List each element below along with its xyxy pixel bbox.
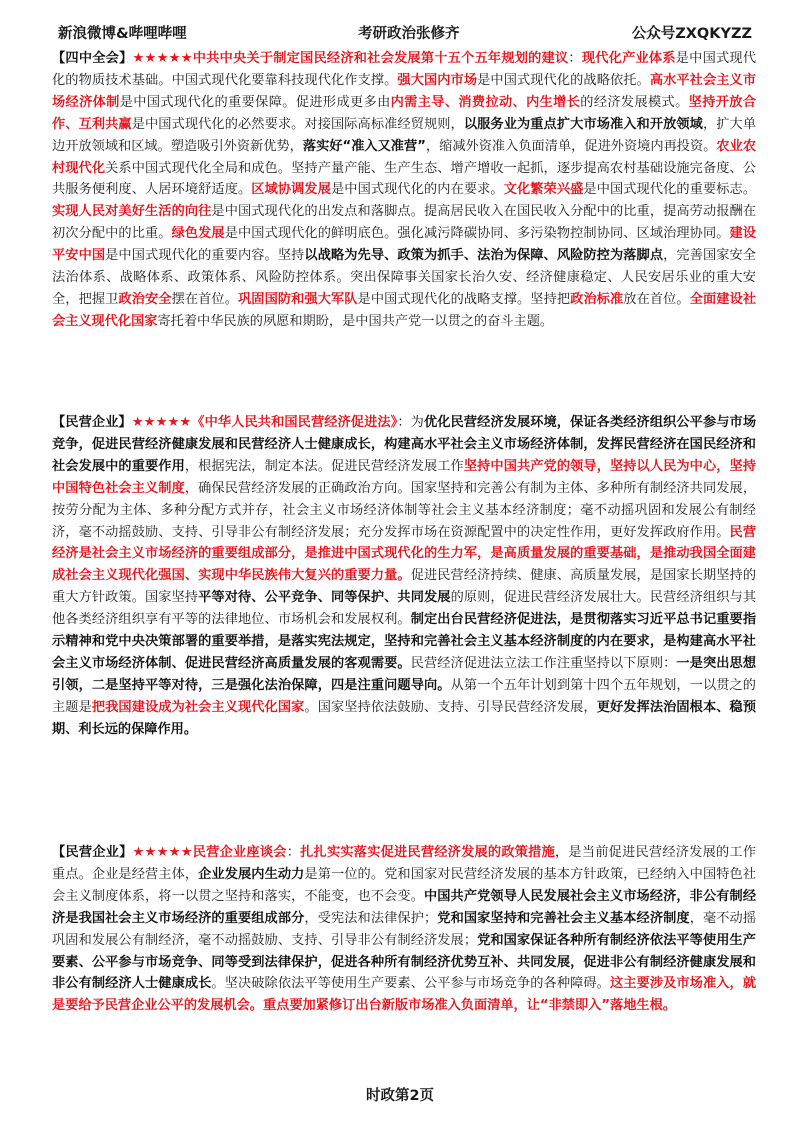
header-weibo-bilibili: 新浪微博&哔哩哔哩 [58, 26, 187, 42]
body-text: ，扩大单边开放领域和区域。塑造吸引外资新优势， [52, 116, 757, 154]
section-tag: 【民营企业】 [52, 415, 132, 430]
page-footer: 时政第2页 [365, 1088, 435, 1104]
section-private-economy-law [52, 412, 756, 741]
body-text: ，受宪法和法律保护； [304, 910, 438, 926]
header-author: 考研政治张修齐 [358, 26, 460, 42]
body-text: 是中国式现代化的必然要求。对接国际高标准经贸规则， [131, 116, 464, 132]
body-text: 民营经济促进法立法工作注重坚持以下原则： [410, 655, 677, 671]
bold-text: 优化民营经济发展环境，保证各类经济组织公平参与市场竞争，促进民营经济健康发展和民营经济人士健康成长，构建高水平社会主义市场经济体制，发挥民营经济在国民经济和社会发展中的重要作用 [52, 415, 757, 474]
highlight-text: 民营经济是社会主义市场经济的重要组成部分，是推进中国式现代化的生力军，是高质量发展的重要基础，是推动我国全面建成社会主义现代化强国、实现中华民族伟大复兴的重要力量。 [52, 524, 757, 584]
bold-text: 制定出台民营经济促进法，是贯彻落实习近平总书记重要指示精神和党中央决策部署的重要举措，是落实宪法规定，坚持和完善社会主义基本经济制度的内在要求，是构建高水平社会主义市场经济体制、促进民营经济高质量发展的客观需要。 [52, 612, 757, 671]
highlight-text: 《中华人民共和国民营经济促进法》 [191, 415, 398, 430]
body-text: 是中国式现代化的重要内容。坚持 [105, 248, 305, 264]
body-text: 的经济发展模式。 [580, 94, 689, 110]
highlight-text: 现代化产业体系 [581, 51, 676, 66]
body-text: 是第一位的。党和国家对民营经济发展的基本方针政策，已经纳入中国特色社会主义制度体系，将一以贯之坚持和落实，不能变，也不会变。 [52, 866, 757, 904]
body-text: 促进民营经济持续、健康、高质量发展，是国家长期坚持的重大方针政策。国家坚持 [52, 568, 757, 606]
body-text: 寄托着中华民族的夙愿和期盼，是中国共产党一以贯之的奋斗主题。 [157, 313, 554, 329]
body-text: 是中国式现代化的重要标志。 [583, 182, 757, 198]
highlight-text: 内需主导、消费拉动、内生增长 [390, 94, 581, 110]
rating-stars: ★★★★★ [132, 51, 193, 66]
bold-text: 以战略为先导、政策为抓手、法治为保障、风险防控为落脚点 [304, 248, 664, 264]
body-text: 。坚决破除依法平等使用生产要素、公平参与市场竞争的各种障碍。 [211, 976, 610, 992]
highlight-text: 区域协调发展 [251, 182, 331, 198]
highlight-text: 坚持开放合作、互利共赢 [52, 94, 757, 132]
body-text: 关系中国式现代化全局和成色。坚持产量产能、生产生态、增产增收一起抓，逐步提高农村基础设施完备度、公共服务便利度、人居环境舒适度。 [52, 160, 756, 198]
bold-text: 党和国家保证各种所有制经济依法平等使用生产要素、公平参与市场竞争、同等受到法律保护，促进各种所有制经济优势互补、共同发展，促进非公有制经济健康发展和非公有制经济人士健康成长 [52, 932, 756, 992]
header-wechat-account: 公众号ZXQKYZZ [631, 26, 752, 42]
body-text: ，是当前促进民营经济发展的工作重点。企业是经营主体， [52, 845, 757, 882]
section-private-enterprise-symposium [52, 842, 756, 1017]
body-text: 是中国式现代化的出发点和落脚点。提高居民收入在国民收入分配中的比重，提高劳动报酬在初次分配中的比重。 [52, 204, 756, 242]
body-text: ： [568, 51, 582, 66]
highlight-text: 政治安全 [118, 291, 172, 307]
bold-text: 党和国家坚持和完善社会主义基本经济制度 [437, 910, 690, 926]
section-tag: 【民营企业】 [52, 845, 133, 860]
body-text: 。国家坚持依法鼓励、支持、引导民营经济发展， [304, 699, 597, 715]
highlight-text: 文化繁荣兴盛 [503, 182, 584, 198]
page-header [58, 22, 752, 48]
body-text: ：为 [397, 415, 424, 430]
highlight-text: 坚持中国共产党的领导，坚持以人民为中心，坚持中国特色社会主义制度 [52, 458, 757, 496]
rating-stars: ★★★★★ [132, 845, 193, 860]
highlight-text: 强大国内市场 [397, 72, 478, 88]
highlight-text: 实现人民对美好生活的向往 [52, 204, 212, 220]
body-text: 是中国式现代化的战略支撑。坚持把 [357, 291, 571, 307]
section-fourth-plenum [52, 48, 756, 333]
body-text: 是中国式现代化的物质技术基础。中国式现代化要靠科技现代化作支撑。 [52, 51, 757, 88]
body-text: ，完善国家安全法治体系、战略体系、政策体系、风险防控体系。突出保障事关国家长治久安、经济健康稳定、人民安居乐业的重大安全，把握卫 [52, 248, 757, 307]
bold-text: 企业发展内生动力 [198, 866, 305, 882]
rating-stars: ★★★★★ [131, 415, 192, 430]
body-text: 摆在首位。 [171, 291, 239, 307]
bold-text: 落实好“准入又准营” [302, 138, 426, 154]
highlight-text: 政治标准 [570, 291, 624, 307]
highlight-text: 农业农村现代化 [52, 138, 757, 176]
bold-text: 一是突出思想引领，二是坚持平等对待，三是强化法治保障，四是注重问题导向。 [52, 655, 757, 693]
body-text: 的原则，促进民营经济发展壮大。民营经济组织与其他各类经济组织享有平等的法律地位、市场机会和发展权利。 [52, 590, 757, 628]
body-text: 是中国式现代化的战略依托。 [477, 72, 650, 88]
body-text: 放在首位。 [623, 291, 690, 307]
body-text: 从第一个五年计划到第十四个五年规划，一以贯之的主题是 [52, 677, 756, 715]
body-text: ，毫不动摇巩固和发展公有制经济，毫不动摇鼓励、支持、引导非公有制经济发展； [52, 910, 757, 948]
highlight-text: 建设平安中国 [52, 226, 757, 264]
bold-text: 平等对待、公平竞争、同等保护、共同发展 [198, 590, 451, 606]
bold-text: 中国共产党领导人民发展社会主义市场经济，非公有制经济是我国社会主义市场经济的重要组成部分 [52, 888, 757, 926]
body-text: ，缩减外资准入负面清单，促进外资境内再投资。 [425, 138, 717, 154]
highlight-text: 全面建设社会主义现代化国家 [52, 291, 757, 329]
highlight-text: 扎扎实实落实促进民营经济发展的政策措施 [300, 845, 556, 860]
highlight-text: 高水平社会主义市场经济体制 [52, 72, 757, 110]
highlight-text: 民营企业座谈会 [192, 845, 287, 860]
body-text: ： [286, 845, 301, 860]
highlight-text: 这主要涉及市场准入，就是要给予民营企业公平的发展机会。重点要加紧修订出台新版市场准入负面清单，让“非禁即入”落地生根。 [52, 976, 757, 1014]
body-text: 是中国式现代化的内在要求。 [331, 182, 504, 198]
bold-text: 更好发挥法治固根本、稳预期、利长远的保障作用。 [52, 699, 757, 737]
highlight-text: 把我国建设成为社会主义现代化国家 [91, 699, 305, 715]
body-text: ，确保民营经济发展的正确政治方向。国家坚持和完善公有制为主体、多种所有制经济共同发展，按劳分配为主体、多种分配方式并存，社会主义市场经济体制等社会主义基本经济制度；毫不动摇巩固和发展公有制经济，毫不动摇鼓励、支持、引导非公有制经济发展；充分发挥市场在资源配置中的决定性作用，更好发挥政府作用。 [52, 480, 757, 540]
body-text: ，根据宪法，制定本法。促进民营经济发展工作 [184, 458, 464, 474]
section-tag: 【四中全会】 [52, 51, 133, 66]
body-text: 是中国式现代化的重要保障。促进形成更多由 [119, 94, 391, 110]
highlight-text: 绿色发展 [171, 226, 225, 242]
body-text: 是中国式现代化的鲜明底色。强化减污降碳协同、多污染物控制协同、区域治理协同。 [224, 226, 730, 242]
bold-text: 以服务业为重点扩大市场准入和开放领域 [463, 116, 703, 132]
highlight-text: 中共中央关于制定国民经济和社会发展第十五个五年规划的建议 [192, 51, 569, 66]
highlight-text: 巩固国防和强大军队 [238, 291, 358, 307]
